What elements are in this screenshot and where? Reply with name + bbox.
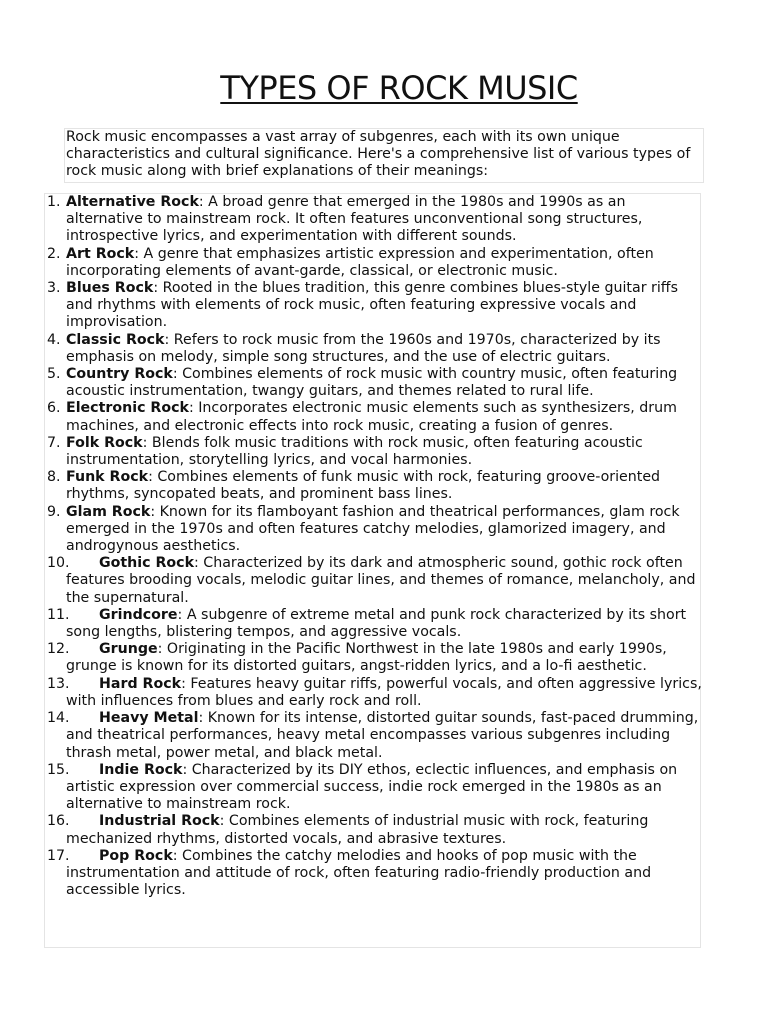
intro-paragraph: Rock music encompasses a vast array of subgenres, each with its own unique characteristics and cultural significance. Here's a comprehensive list of various types of rock music along with brief explanations of their meanings: [64,128,704,183]
list-item-number: 3. [47,280,61,297]
genre-description: : A subgenre of extreme metal and punk rock characterized by its short song lengths, blistering tempos, and aggressive vocals. [66,606,687,641]
genre-description: : Combines elements of industrial music with rock, featuring mechanized rhythms, distorted vocals, and abrasive textures. [66,813,649,847]
genre-description: : Combines the catchy melodies and hooks of pop music with the instrumentation and attitude of rock, often featuring radio-friendly production and accessible lyrics. [66,847,652,899]
genre-name: Funk Rock [66,469,149,486]
genre-name: Grunge [99,641,158,658]
genre-description: : Combines elements of funk music with rock, featuring groove-oriented rhythms, syncopated beats, and prominent bass lines. [66,469,661,503]
list-item [45,813,702,847]
list-item-number: 17. [47,847,70,864]
genre-description: : A broad genre that emerged in the 1980s and 1990s as an alternative to mainstream rock. It often features unconventional song structures, introspective lyrics, and experimentation with different sounds. [66,194,643,245]
list-item [45,641,702,675]
list-item-number: 5. [47,366,61,383]
genre-description: : Refers to rock music from the 1960s and 1970s, characterized by its emphasis on melody, simple song structures, and the use of electric guitars. [66,331,661,365]
list-item [45,246,702,280]
genre-name: Classic Rock [66,331,165,348]
list-item-number: 7. [47,434,61,451]
page-title: TYPES OF ROCK MUSIC [220,69,578,107]
list-item-number: 8. [47,469,61,486]
genre-list [45,194,702,899]
genre-name: Grindcore [99,606,178,623]
list-item [45,848,702,900]
list-item [45,676,702,710]
list-item [45,366,702,400]
list-item-number: 10. [47,555,70,572]
genre-name: Gothic Rock [99,555,195,572]
genre-name: Alternative Rock [66,194,199,210]
genre-name: Art Rock [66,245,135,262]
genre-name: Indie Rock [99,761,183,778]
list-item [45,332,702,366]
list-item [45,555,702,607]
list-item [45,762,702,814]
list-item-number: 11. [47,606,70,623]
genre-description: : Known for its intense, distorted guitar sounds, fast-paced drumming, and theatrical performances, heavy metal encompasses various subgenres including thrash metal, power metal, and black metal. [66,710,699,761]
genre-name: Folk Rock [66,434,143,451]
genre-name: Blues Rock [66,280,154,297]
list-item [45,504,702,556]
list-item-number: 13. [47,675,70,692]
genre-description: : Rooted in the blues tradition, this genre combines blues-style guitar riffs and rhythms with elements of rock music, often featuring expressive vocals and improvisation. [66,280,678,331]
genre-name: Hard Rock [99,675,182,692]
list-item-number: 14. [47,710,70,727]
genre-name: Country Rock [66,366,173,383]
genre-description: : Known for its flamboyant fashion and theatrical performances, glam rock emerged in the 1970s and often features catchy melodies, glamorized imagery, and androgynous aesthetics. [66,503,680,555]
genre-description: : Combines elements of rock music with country music, often featuring acoustic instrumentation, twangy guitars, and themes related to rural life. [66,366,678,400]
list-item-number: 4. [47,331,61,348]
list-item [45,469,702,503]
genre-description: : Characterized by its DIY ethos, eclectic influences, and emphasis on artistic expression over commercial success, indie rock emerged in the 1980s as an alternative to mainstream rock. [66,761,678,813]
genre-name: Glam Rock [66,503,151,520]
genre-name: Pop Rock [99,847,173,864]
genre-list-box [44,193,701,948]
list-item [45,194,702,246]
list-item-number: 6. [47,400,61,417]
genre-description: : Blends folk music traditions with rock music, often featuring acoustic instrumentation, storytelling lyrics, and vocal harmonies. [66,434,643,469]
genre-description: : Features heavy guitar riffs, powerful vocals, and often aggressive lyrics, with influences from blues and early rock and roll. [66,675,702,709]
genre-description: : A genre that emphasizes artistic expression and experimentation, often incorporating elements of avant-garde, classical, or electronic music. [66,245,654,279]
genre-name: Heavy Metal [99,710,199,727]
list-item [45,400,702,434]
genre-description: : Originating in the Pacific Northwest in the late 1980s and early 1990s, grunge is known for its distorted guitars, angst-ridden lyrics, and a lo-fi aesthetic. [66,641,667,675]
list-item [45,607,702,641]
genre-description: : Incorporates electronic music elements such as synthesizers, drum machines, and electronic effects into rock music, creating a fusion of genres. [66,400,677,434]
list-item-number: 9. [47,503,61,520]
list-item [45,435,702,469]
genre-name: Electronic Rock [66,400,189,417]
list-item [45,710,702,762]
list-item-number: 12. [47,641,70,658]
list-item-number: 2. [47,245,61,262]
genre-name: Industrial Rock [99,813,220,830]
list-item-number: 16. [47,813,70,830]
genre-description: : Characterized by its dark and atmospheric sound, gothic rock often features brooding vocals, melodic guitar lines, and themes of romance, melancholy, and the supernatural. [66,555,696,606]
list-item-number: 15. [47,761,70,778]
list-item [45,280,702,332]
list-item-number: 1. [47,194,61,210]
